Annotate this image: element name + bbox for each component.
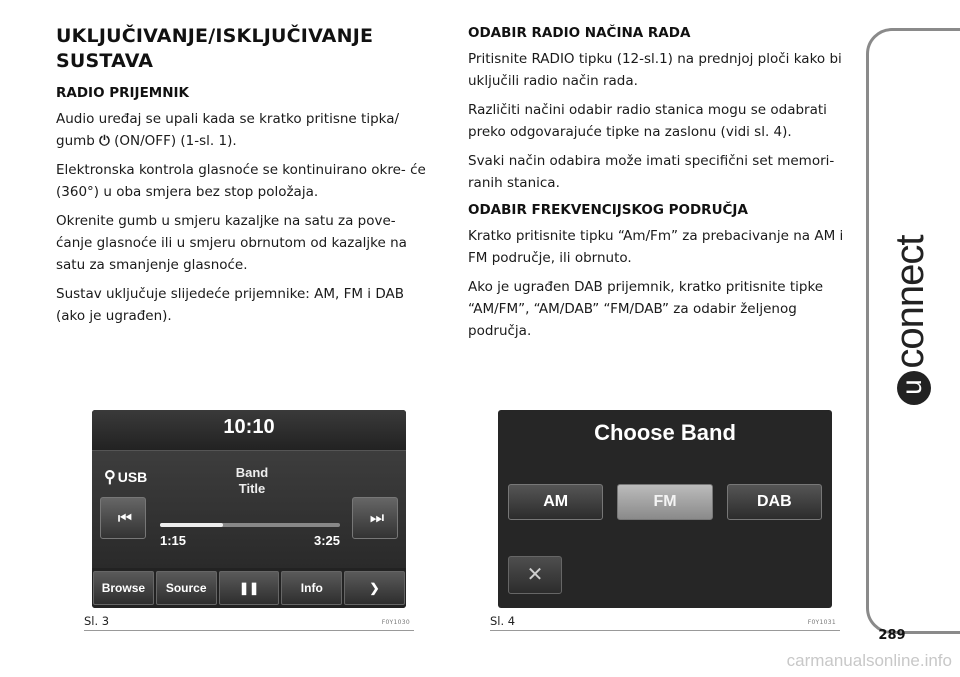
total-time: 3:25	[313, 533, 340, 548]
bottom-button-bar	[92, 568, 406, 608]
usb-icon: ⚲	[104, 469, 116, 486]
next-track-button[interactable]	[352, 497, 398, 539]
paragraph-power-on	[56, 108, 436, 152]
progress-bar[interactable]	[160, 523, 340, 527]
uconnect-word: connect	[888, 235, 932, 369]
paragraph-volume-direction: Okrenite gumb u smjeru kazaljke na satu za pove- ćanje glasnoće ili u smjeru obrnutom od kazaljke na satu za smanjenje glasnoće.	[56, 213, 407, 273]
band-fm-button[interactable]: FM	[617, 484, 712, 520]
source-label: USB	[117, 469, 148, 485]
uconnect-wordmark	[888, 230, 933, 410]
info-button[interactable]: Info	[281, 571, 342, 605]
radio-receiver-heading: RADIO PRIJEMNIK	[56, 85, 190, 101]
paragraph-power-on-text: Audio uređaj se upali kada se kratko pritisne tipka/ gumb	[56, 111, 400, 149]
choose-band-screen	[498, 410, 832, 608]
source-button[interactable]: Source	[156, 571, 217, 605]
pause-button[interactable]: ❚❚	[219, 571, 280, 605]
frequency-band-heading: ODABIR FREKVENCIJSKOG PODRUČJA	[468, 202, 748, 218]
media-player-screen	[92, 410, 406, 608]
figure-3-code: F0Y1030	[381, 619, 410, 626]
figure-4-caption: Sl. 4	[490, 614, 516, 628]
source-indicator	[104, 467, 147, 487]
paragraph-memory-set: Svaki način odabira može imati specifični set memori- ranih stanica.	[468, 153, 835, 191]
band-buttons	[508, 484, 822, 520]
paragraph-power-on-tail: (ON/OFF) (1-sl. 1).	[114, 133, 237, 149]
clock: 10:10	[223, 416, 275, 438]
track-title: Title	[238, 481, 266, 496]
paragraph-receivers: Sustav uključuje slijedeće prijemnike: AM, FM i DAB (ako je ugrađen).	[56, 286, 404, 324]
left-column	[56, 24, 436, 334]
figure-3-caption: Sl. 3	[84, 614, 110, 628]
uconnect-logo	[858, 235, 938, 410]
power-icon: ⏻	[99, 133, 110, 149]
browse-button[interactable]: Browse	[93, 571, 154, 605]
progress-fill	[160, 523, 223, 527]
track-info	[202, 465, 302, 497]
right-column	[468, 24, 848, 349]
figure-4-code: F0Y1031	[807, 619, 836, 626]
status-bar	[92, 410, 406, 451]
more-button[interactable]: ❯	[344, 571, 405, 605]
figure-3	[84, 400, 414, 631]
watermark: carmanualsonline.info	[786, 651, 952, 670]
next-track-icon: ⏭	[369, 508, 381, 527]
previous-track-button[interactable]	[100, 497, 146, 539]
section-title-line1: UKLJUČIVANJE/ISKLJUČIVANJE	[56, 25, 374, 47]
paragraph-dab: Ako je ugrađen DAB prijemnik, kratko pritisnite tipke “AM/FM”, “AM/DAB” “FM/DAB” za odabir željenog područja.	[468, 279, 824, 339]
radio-mode-heading: ODABIR RADIO NAČINA RADA	[468, 25, 691, 41]
page-number: 289	[878, 628, 906, 643]
paragraph-volume-control: Elektronska kontrola glasnoće se kontinuirano okre- će (360°) u oba smjera bez stop položaja.	[56, 162, 426, 200]
paragraph-station-modes: Različiti načini odabir radio stanica mogu se odabrati preko odgovarajuće tipke na zaslonu (vidi sl. 4).	[468, 102, 827, 140]
band-label: Band	[235, 465, 269, 480]
previous-track-icon: ⏮	[117, 508, 129, 527]
section-title-line2: SUSTAVA	[56, 50, 154, 72]
close-button[interactable]	[508, 556, 562, 594]
band-dab-button[interactable]: DAB	[727, 484, 822, 520]
now-playing-area	[92, 451, 406, 568]
uconnect-u-mark: u	[897, 371, 931, 405]
elapsed-time: 1:15	[160, 533, 187, 548]
band-am-button[interactable]: AM	[508, 484, 603, 520]
paragraph-am-fm: Kratko pritisnite tipku “Am/Fm” za prebacivanje na AM i FM područje, ili obrnuto.	[468, 228, 844, 266]
close-icon: ✕	[526, 562, 544, 586]
section-title	[56, 24, 436, 74]
figure-4	[490, 400, 840, 631]
choose-band-title: Choose Band	[594, 420, 736, 445]
paragraph-radio-button: Pritisnite RADIO tipku (12-sl.1) na prednjoj ploči kako bi uključili radio način rada.	[468, 51, 842, 89]
